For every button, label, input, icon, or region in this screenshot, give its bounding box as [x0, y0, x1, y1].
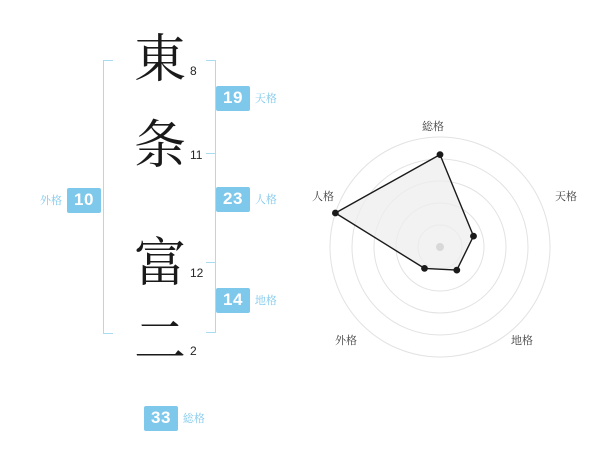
stroke-count-2: 11	[190, 148, 203, 162]
stroke-count-1: 8	[190, 64, 197, 78]
radar-chart	[300, 0, 600, 470]
gaikaku-badge-group	[40, 188, 101, 213]
axis-label-tenkaku: 天格	[555, 190, 577, 203]
tenkaku-bracket	[206, 60, 216, 154]
kanji-char-4: 二	[133, 312, 186, 372]
soukaku-badge-group	[144, 406, 205, 431]
axis-label-soukaku: 総格	[422, 120, 444, 133]
axis-label-jinkaku: 人格	[312, 190, 334, 203]
gaikaku-value: 10	[67, 188, 101, 213]
chikaku-bracket	[206, 262, 216, 333]
soukaku-value: 33	[144, 406, 178, 431]
chikaku-badge-group	[216, 288, 277, 313]
jinkaku-label: 人格	[254, 193, 277, 207]
kanji-char-3: 富	[133, 234, 186, 294]
jinkaku-value: 23	[216, 187, 250, 212]
kanji-char-1: 東	[133, 30, 186, 90]
tenkaku-value: 19	[216, 86, 250, 111]
kanji-char-2: 条	[133, 116, 186, 176]
stroke-count-3: 12	[190, 266, 204, 280]
tenkaku-badge-group	[216, 86, 277, 111]
radar-chart-panel	[300, 0, 600, 470]
gaikaku-bracket	[103, 60, 113, 334]
jinkaku-badge-group	[216, 187, 277, 212]
stroke-count-4: 2	[190, 344, 197, 358]
axis-label-gaikaku: 外格	[335, 334, 357, 347]
soukaku-label: 総格	[182, 412, 205, 426]
axis-label-chikaku: 地格	[511, 334, 533, 347]
chikaku-value: 14	[216, 288, 250, 313]
chikaku-label: 地格	[254, 294, 277, 308]
gaikaku-label: 外格	[40, 194, 62, 208]
jinkaku-bracket	[206, 152, 216, 263]
name-stroke-panel	[0, 0, 300, 470]
tenkaku-label: 天格	[254, 92, 277, 106]
